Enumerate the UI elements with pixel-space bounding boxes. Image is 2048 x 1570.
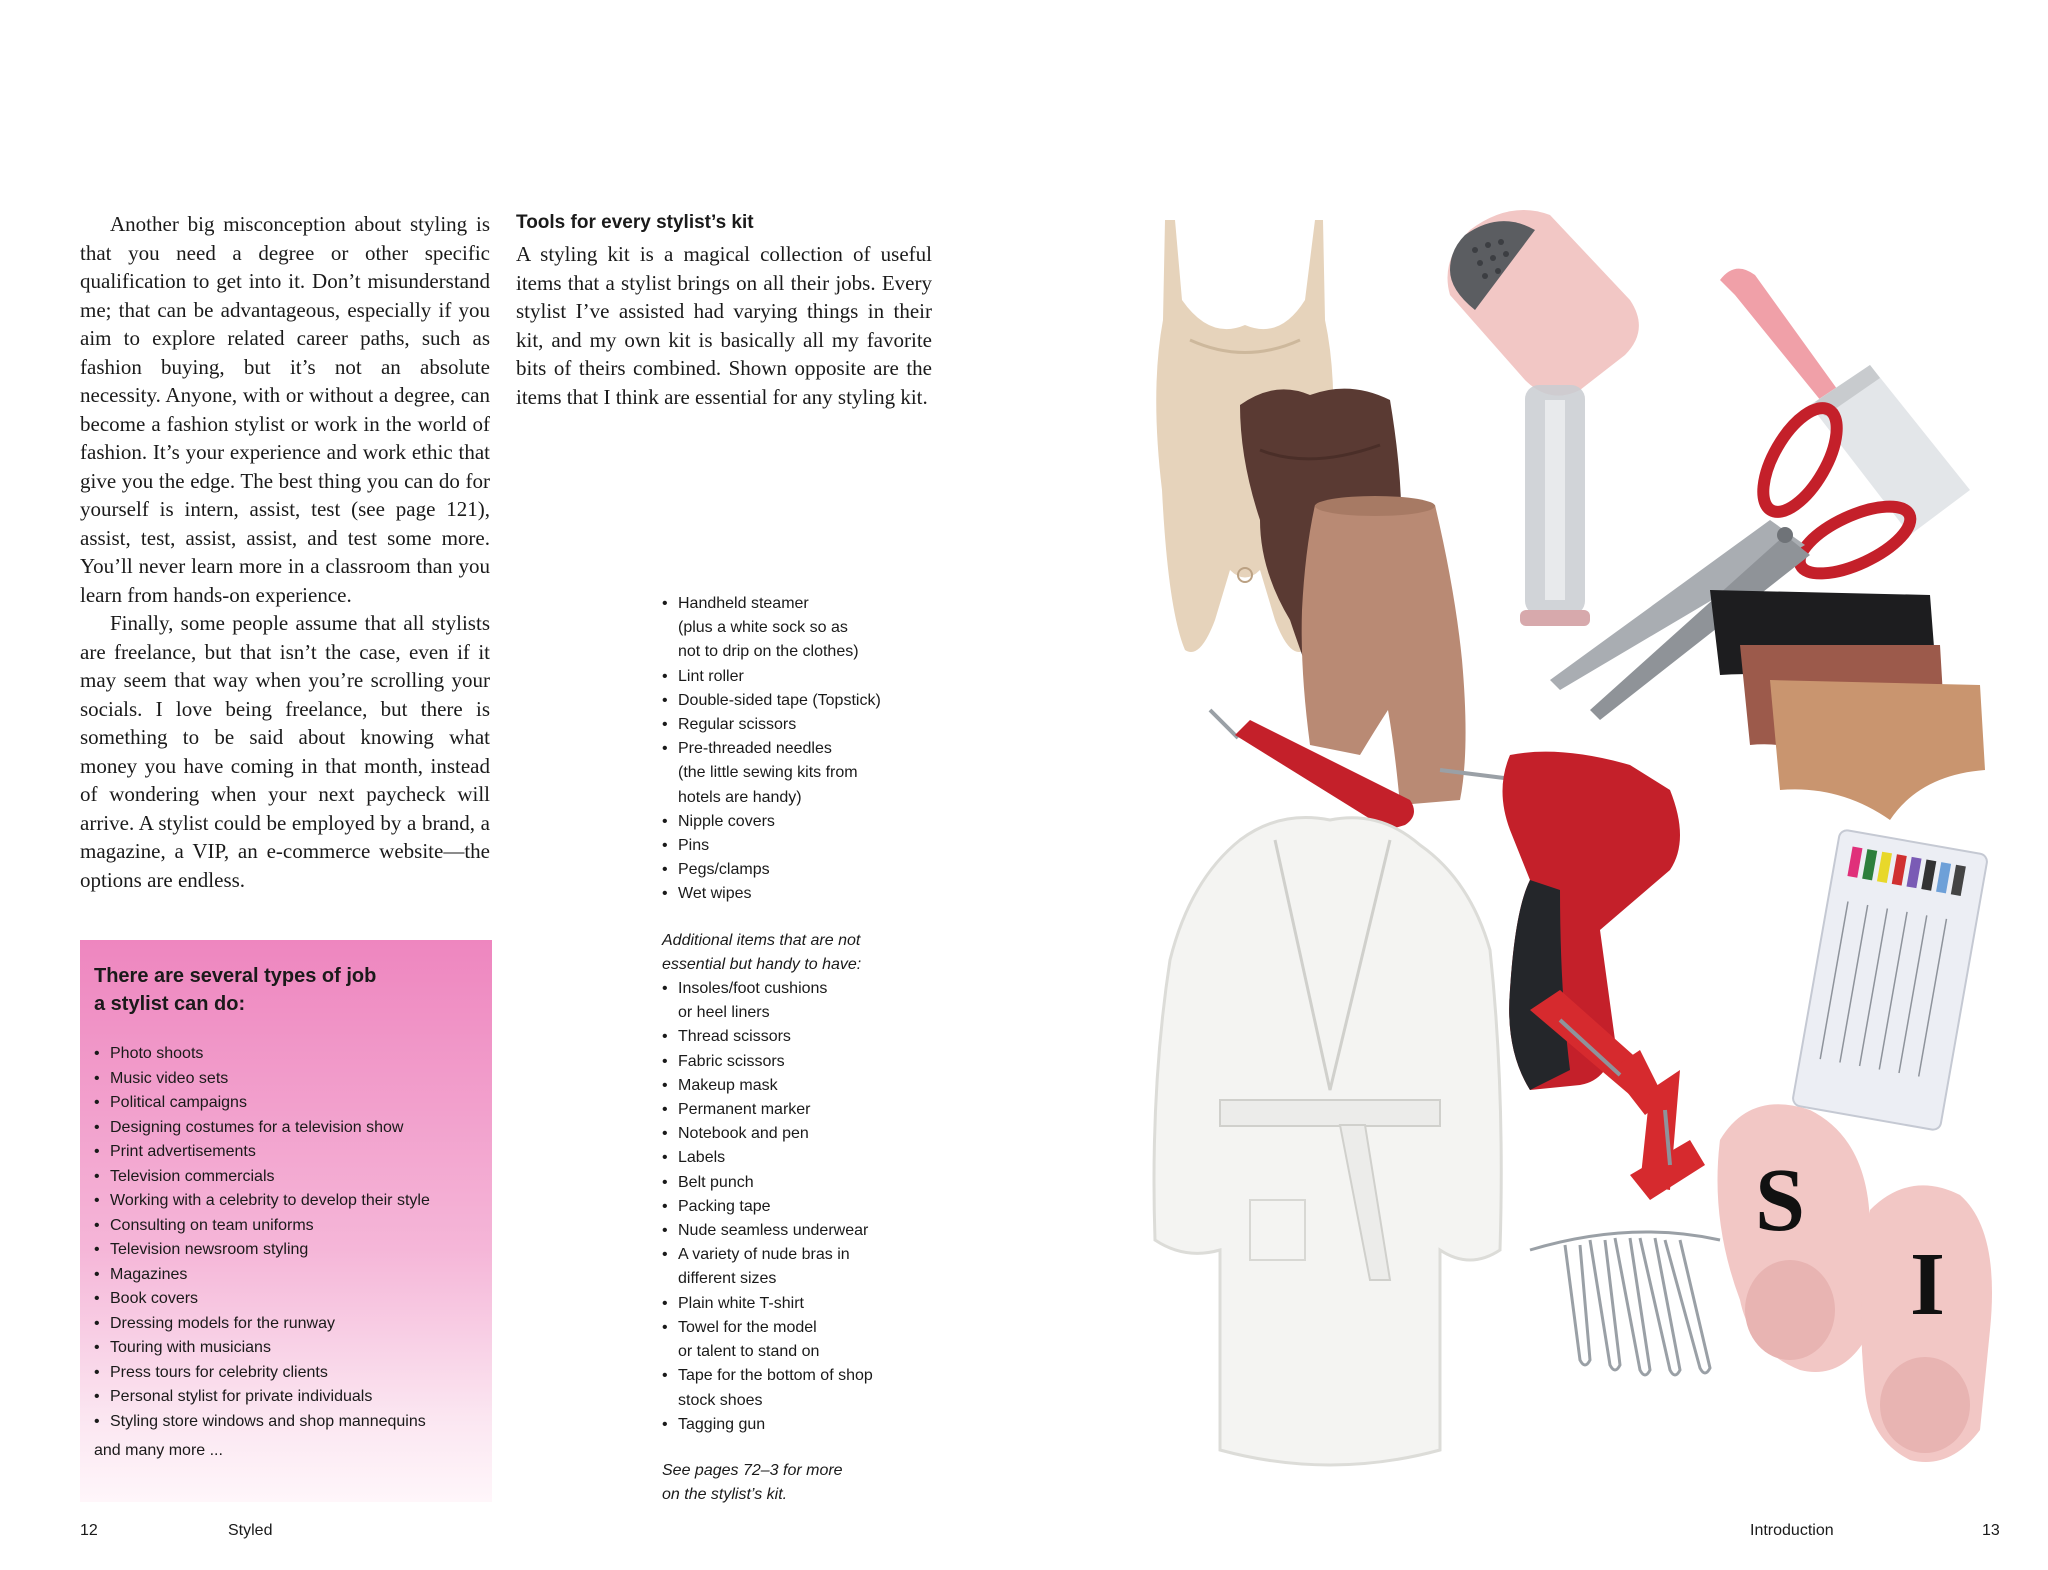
- job-type-item: • Touring with musicians: [94, 1336, 430, 1361]
- job-type-item: • Book covers: [94, 1287, 430, 1312]
- additional-item: • Thread scissors: [662, 1025, 932, 1049]
- job-type-item: • Dressing models for the runway: [94, 1312, 430, 1337]
- essential-item: • Pins: [662, 834, 932, 858]
- job-types-more: and many more ...: [94, 1442, 223, 1459]
- additional-item: • Labels: [662, 1146, 932, 1170]
- additional-item: • Makeup mask: [662, 1074, 932, 1098]
- body-paragraph: Another big misconception about styling is that you need a degree or other specific qualification to get into it. Don’t misunderstand me; that can be advantageous, especially if you aim to explore related career paths, such as fashion buying, but it’s not an absolute necessity. Anyone, with or without a degree, can become a fashion stylist or work in the world of fashion. It’s your experience and work ethic that give you the edge. The best thing you can do for yourself is intern, assist, test (see page 121), assist, test, assist, assist, and test some more. You’ll never learn more in a classroom than you learn from hands-on experience.: [80, 212, 490, 607]
- additional-item: • A variety of nude bras in different sizes: [662, 1243, 932, 1291]
- job-type-item: • Styling store windows and shop mannequins: [94, 1410, 430, 1435]
- additional-item: • Plain white T-shirt: [662, 1292, 932, 1316]
- job-type-item: • Press tours for celebrity clients: [94, 1361, 430, 1386]
- essential-item: • Handheld steamer (plus a white sock so as not to drip on the clothes): [662, 592, 932, 665]
- job-type-item: • Personal stylist for private individuals: [94, 1385, 430, 1410]
- bathrobe-icon: [1154, 818, 1501, 1466]
- additional-item: • Fabric scissors: [662, 1050, 932, 1074]
- job-type-item: • Music video sets: [94, 1067, 430, 1092]
- job-type-item: • Television commercials: [94, 1165, 430, 1190]
- job-type-item: • Political campaigns: [94, 1091, 430, 1116]
- seamless-underwear-icon: [1710, 590, 1985, 820]
- job-type-item: • Designing costumes for a television show: [94, 1116, 430, 1141]
- left-running-head: Styled: [228, 1522, 273, 1539]
- job-type-item: • Television newsroom styling: [94, 1238, 430, 1263]
- slippers-icon: [1718, 1104, 1993, 1462]
- additional-item: • Permanent marker: [662, 1098, 932, 1122]
- body-column-left: [80, 210, 490, 894]
- additional-item: • Tape for the bottom of shop stock shoes: [662, 1364, 932, 1412]
- tools-heading: Tools for every stylist’s kit: [516, 212, 754, 233]
- kit-list: [662, 592, 932, 1507]
- additional-items-list: [662, 977, 932, 1437]
- slipper-letter-i: I: [1909, 1235, 1945, 1334]
- additional-item: • Nude seamless underwear: [662, 1219, 932, 1243]
- clamps-icon: [1530, 990, 1705, 1200]
- job-type-item: • Print advertisements: [94, 1140, 430, 1165]
- handheld-steamer-icon: [1448, 210, 1639, 626]
- see-pages-note: See pages 72–3 for more on the stylist’s kit.: [662, 1461, 843, 1504]
- job-type-item: • Consulting on team uniforms: [94, 1214, 430, 1239]
- additional-items-heading: Additional items that are not essential but handy to have:: [662, 931, 862, 973]
- additional-item: • Tagging gun: [662, 1413, 932, 1437]
- stylist-kit-illustration: [1110, 190, 2010, 1490]
- additional-item: • Notebook and pen: [662, 1122, 932, 1146]
- slipper-letter-s: S: [1755, 1151, 1806, 1250]
- safety-pins-icon: [1530, 1232, 1720, 1375]
- essential-item: • Pegs/clamps: [662, 858, 932, 882]
- right-page-number: 13: [1982, 1522, 2000, 1539]
- tools-paragraph: A styling kit is a magical collection of useful items that a stylist brings on all their jobs. Every stylist I’ve assisted had varying things in their kit, and my own kit is basically all my favorite bits of theirs combined. Shown opposite are the items that I think are essential for any styling kit.: [516, 242, 932, 409]
- additional-item: • Towel for the model or talent to stand on: [662, 1316, 932, 1364]
- essential-item: • Lint roller: [662, 665, 932, 689]
- additional-item: • Belt punch: [662, 1171, 932, 1195]
- essential-item: • Pre-threaded needles (the little sewing kits from hotels are handy): [662, 737, 932, 810]
- tools-section: [516, 210, 932, 411]
- job-types-box: [80, 940, 492, 1502]
- essential-item: • Wet wipes: [662, 882, 932, 906]
- essential-items-list: [662, 592, 932, 907]
- job-types-heading: There are several types of job a stylist can do:: [94, 965, 377, 1015]
- additional-item: • Insoles/foot cushions or heel liners: [662, 977, 932, 1025]
- job-type-item: • Working with a celebrity to develop their style: [94, 1189, 430, 1214]
- job-types-list: [94, 1042, 430, 1434]
- additional-item: • Packing tape: [662, 1195, 932, 1219]
- body-paragraph: Finally, some people assume that all stylists are freelance, but that isn’t the case, even if it may seem that way when you’re scrolling your socials. I love being freelance, but there is something to be said about knowing what money you have coming in that month, instead of wondering when your next paycheck will arrive. A stylist could be employed by a brand, a magazine, a VIP, an e-commerce website—the options are endless.: [80, 611, 490, 892]
- essential-item: • Nipple covers: [662, 810, 932, 834]
- essential-item: • Regular scissors: [662, 713, 932, 737]
- job-type-item: • Photo shoots: [94, 1042, 430, 1067]
- job-type-item: • Magazines: [94, 1263, 430, 1288]
- sewing-kit-icon: [1792, 829, 1988, 1131]
- right-running-head: Introduction: [1750, 1522, 1834, 1539]
- left-page-number: 12: [80, 1522, 98, 1539]
- essential-item: • Double-sided tape (Topstick): [662, 689, 932, 713]
